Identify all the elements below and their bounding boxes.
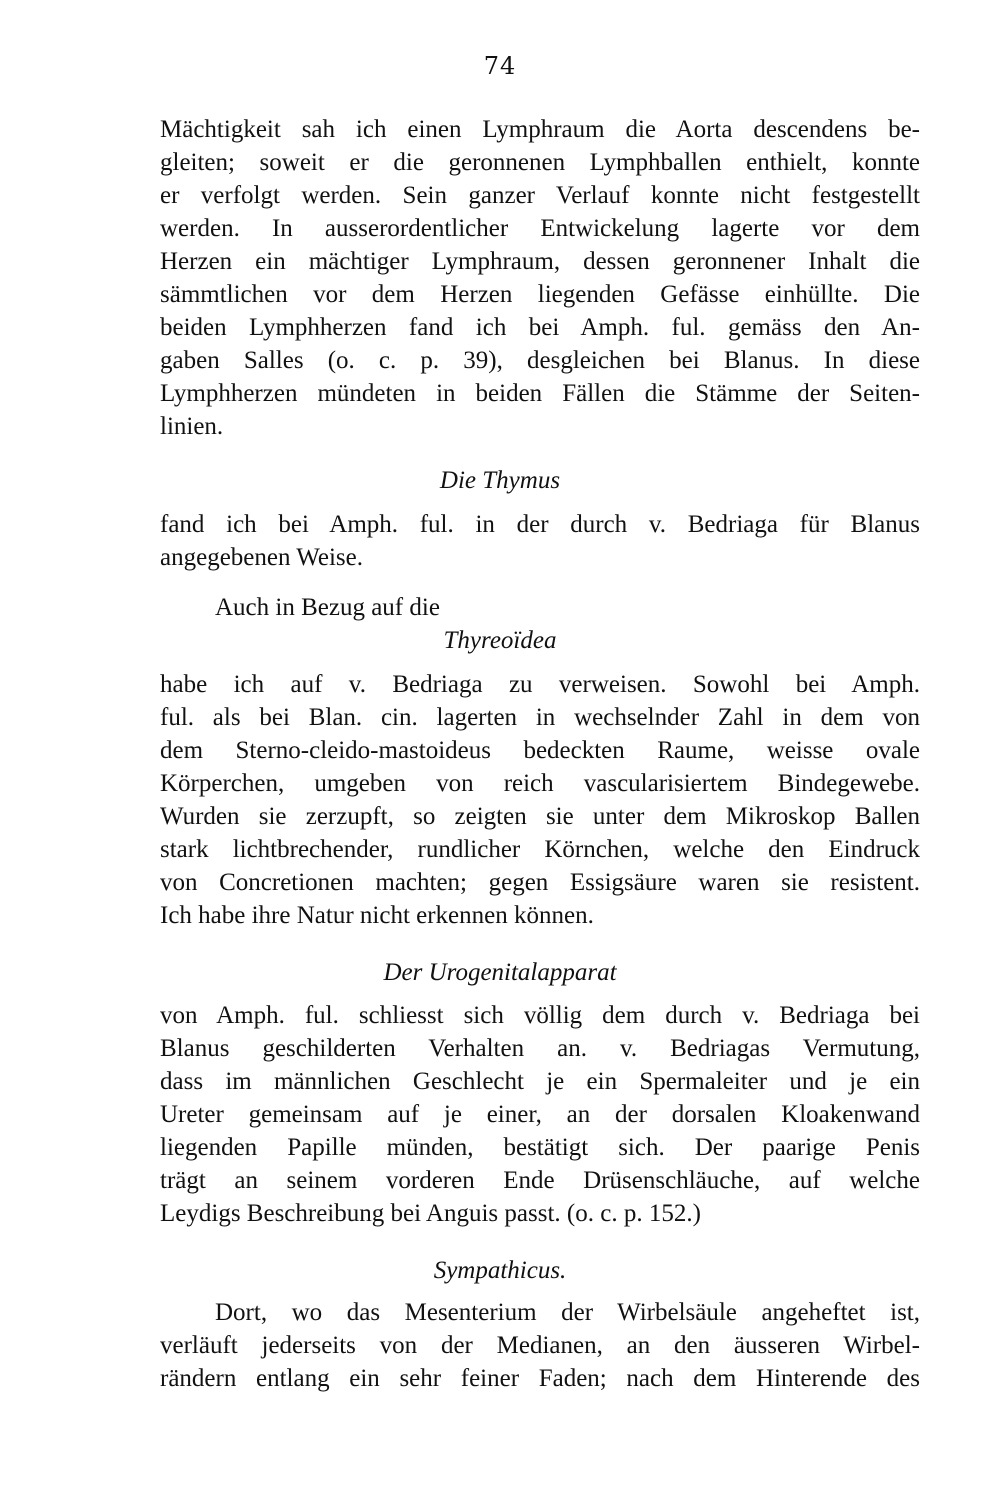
text-line: beiden Lymphherzen fand ich bei Amph. ful. gemäss den An-: [160, 314, 920, 341]
text-line: habe ich auf v. Bedriaga zu verweisen. Sowohl bei Amph.: [160, 671, 920, 698]
text-line: verläuft jederseits von der Medianen, an den äusseren Wirbel-: [160, 1332, 920, 1359]
text-line: dass im männlichen Geschlecht je ein Spermaleiter und je ein: [160, 1068, 920, 1095]
text-line: werden. In ausserordentlicher Entwickelung lagerte vor dem: [160, 215, 920, 242]
text-line: liegenden Papille münden, bestätigt sich. Der paarige Penis: [160, 1134, 920, 1161]
section-heading-thyreoidea: Thyreoïdea: [443, 627, 557, 654]
text-line: Körperchen, umgeben von reich vascularisiertem Bindegewebe.: [160, 770, 920, 797]
text-line: von Amph. ful. schliesst sich völlig dem durch v. Bedriaga bei: [160, 1002, 920, 1029]
section-heading-thymus: Die Thymus: [439, 467, 561, 494]
text-line: Ich habe ihre Natur nicht erkennen können.: [160, 902, 594, 929]
text-line: rändern entlang ein sehr feiner Faden; nach dem Hinterende des: [160, 1365, 920, 1392]
text-line: von Concretionen machten; gegen Essigsäure waren sie resistent.: [160, 869, 920, 896]
text-line: Leydigs Beschreibung bei Anguis passt. (o. c. p. 152.): [160, 1200, 701, 1227]
text-line: sämmtlichen vor dem Herzen liegenden Gefässe einhüllte. Die: [160, 281, 920, 308]
text-line: ful. als bei Blan. cin. lagerten in wechselnder Zahl in dem von: [160, 704, 920, 731]
text-line: fand ich bei Amph. ful. in der durch v. Bedriaga für Blanus: [160, 511, 920, 538]
text-line: Mächtigkeit sah ich einen Lymphraum die Aorta descendens be-: [160, 116, 920, 143]
text-line: Blanus geschilderten Verhalten an. v. Bedriagas Vermutung,: [160, 1035, 920, 1062]
text-line: dem Sterno-cleido-mastoideus bedeckten Raume, weisse ovale: [160, 737, 920, 764]
text-line: Lymphherzen mündeten in beiden Fällen die Stämme der Seiten-: [160, 380, 920, 407]
text-line: linien.: [160, 413, 224, 440]
text-line: er verfolgt werden. Sein ganzer Verlauf konnte nicht festgestellt: [160, 182, 920, 209]
text-line: Wurden sie zerzupft, so zeigten sie unter dem Mikroskop Ballen: [160, 803, 920, 830]
text-line: gaben Salles (o. c. p. 39), desgleichen bei Blanus. In diese: [160, 347, 920, 374]
text-line: Ureter gemeinsam auf je einer, an der dorsalen Kloakenwand: [160, 1101, 920, 1128]
section-heading-urogenital: Der Urogenitalapparat: [383, 959, 617, 986]
text-line: angegebenen Weise.: [160, 544, 363, 571]
text-line: stark lichtbrechender, rundlicher Körnchen, welche den Eindruck: [160, 836, 920, 863]
text-line: gleiten; soweit er die geronnenen Lymphballen enthielt, konnte: [160, 149, 920, 176]
text-line: Herzen ein mächtiger Lymphraum, dessen geronnener Inhalt die: [160, 248, 920, 275]
text-line: Dort, wo das Mesenterium der Wirbelsäule angeheftet ist,: [215, 1299, 920, 1326]
page-number: 74: [483, 52, 517, 80]
text-line: trägt an seinem vorderen Ende Drüsenschläuche, auf welche: [160, 1167, 920, 1194]
text-line: Auch in Bezug auf die: [215, 594, 440, 621]
section-heading-sympathicus: Sympathicus.: [433, 1257, 567, 1284]
